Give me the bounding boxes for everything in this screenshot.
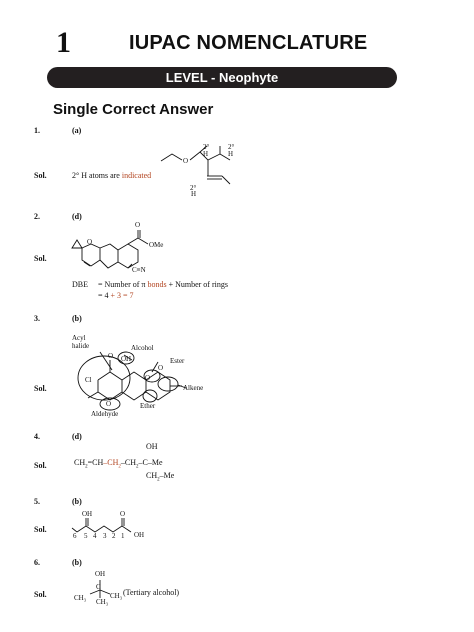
svg-text:halide: halide xyxy=(72,342,90,350)
svg-text:Ester: Ester xyxy=(170,357,185,365)
q4-ethyl-label: $CH_2-Me$ xyxy=(146,471,175,483)
q1-solution-text: 2° H atoms are indicated xyxy=(72,171,152,180)
solution-label: Sol. xyxy=(34,461,47,470)
svg-text:OH: OH xyxy=(82,510,93,518)
svg-text:C: C xyxy=(96,583,101,591)
q1-oxygen-label: O xyxy=(183,157,189,165)
svg-text:CH₃: CH₃ xyxy=(96,598,109,606)
q6-note: (Tertiary alcohol) xyxy=(123,588,180,597)
answer-option: (b) xyxy=(72,558,82,567)
q1-structure xyxy=(161,146,230,184)
question-number: 1. xyxy=(34,126,40,135)
svg-text:1: 1 xyxy=(121,532,125,540)
svg-text:OH: OH xyxy=(134,531,145,539)
solution-label: Sol. xyxy=(34,525,47,534)
q2-structure xyxy=(72,230,148,268)
answer-option: (d) xyxy=(72,432,82,441)
answer-option: (b) xyxy=(72,314,82,323)
answer-option: (b) xyxy=(72,497,82,506)
svg-text:CH₃: CH₃ xyxy=(74,594,87,602)
svg-text:6: 6 xyxy=(73,532,77,540)
svg-text:Ether: Ether xyxy=(140,402,156,410)
chapter-title: IUPAC NOMENCLATURE xyxy=(129,32,368,54)
dbe-label: DBE xyxy=(72,280,88,289)
question-number: 4. xyxy=(34,432,40,441)
svg-text:Acyl: Acyl xyxy=(72,334,86,342)
dbe-line-2: = 4 + 3 = 7 xyxy=(98,291,134,300)
svg-text:C≡N: C≡N xyxy=(132,266,146,274)
svg-text:OH: OH xyxy=(121,355,132,363)
svg-text:CH₃: CH₃ xyxy=(110,592,123,600)
svg-text:OH: OH xyxy=(95,570,106,578)
svg-text:Alcohol: Alcohol xyxy=(131,344,154,352)
q2-oxygen-label: O xyxy=(87,238,93,246)
svg-text:5: 5 xyxy=(84,532,88,540)
chapter-number: 1 xyxy=(56,26,71,59)
svg-text:Alkene: Alkene xyxy=(183,384,204,392)
svg-text:O: O xyxy=(106,400,112,408)
svg-text:O: O xyxy=(145,374,151,382)
solution-label: Sol. xyxy=(34,171,47,180)
svg-text:O: O xyxy=(158,364,164,372)
svg-text:3: 3 xyxy=(103,532,107,540)
svg-text:2°: 2° xyxy=(228,143,235,151)
solution-label: Sol. xyxy=(34,384,47,393)
svg-text:OMe: OMe xyxy=(149,241,164,249)
svg-text:4: 4 xyxy=(93,532,97,540)
svg-text:2°: 2° xyxy=(190,184,197,192)
answer-option: (a) xyxy=(72,126,82,135)
svg-text:O: O xyxy=(108,352,114,360)
solution-label: Sol. xyxy=(34,590,47,599)
svg-text:Aldehyde: Aldehyde xyxy=(91,410,119,418)
question-number: 3. xyxy=(34,314,40,323)
q4-oh-label: OH xyxy=(146,442,158,451)
question-number: 5. xyxy=(34,497,40,506)
svg-text:H: H xyxy=(228,150,234,158)
svg-text:2: 2 xyxy=(112,532,116,540)
question-number: 2. xyxy=(34,212,40,221)
question-number: 6. xyxy=(34,558,40,567)
svg-text:O: O xyxy=(120,510,126,518)
section-heading: Single Correct Answer xyxy=(53,101,214,118)
svg-text:H: H xyxy=(191,190,197,198)
svg-text:H: H xyxy=(203,150,209,158)
q4-formula: $CH_2=CH-CH_2-CH_2-C-Me$ xyxy=(74,458,163,470)
svg-text:Cl: Cl xyxy=(85,376,92,384)
level-label: LEVEL - Neophyte xyxy=(165,70,279,85)
solution-label: Sol. xyxy=(34,254,47,263)
q5-structure xyxy=(72,518,131,532)
svg-text:O: O xyxy=(135,221,141,229)
dbe-line-1: = Number of π bonds + Number of rings xyxy=(98,280,228,289)
svg-text:2°: 2° xyxy=(203,143,210,151)
answer-option: (d) xyxy=(72,212,82,221)
